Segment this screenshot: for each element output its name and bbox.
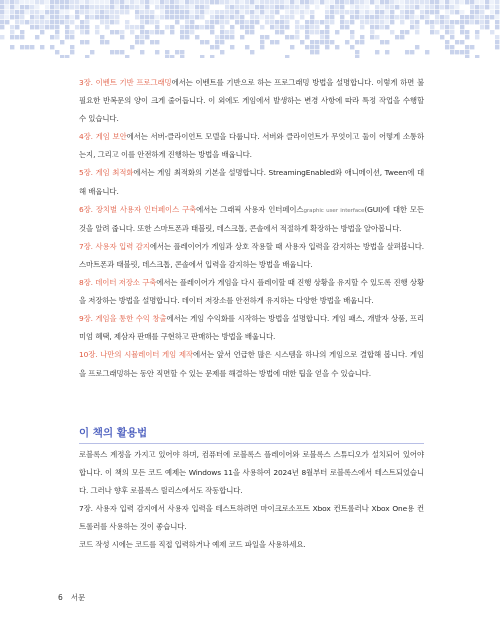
chapter-6-title: 6장. 장치별 사용자 인터페이스 구축 [79, 204, 197, 214]
chapter-6-english-term: graphic user interface [303, 207, 365, 214]
page-number: 6 [58, 593, 63, 602]
chapter-9-title: 9장. 게임을 통한 수익 창출 [79, 314, 167, 324]
section-paragraph-3: 코드 작성 시에는 코드를 직접 입력하거나 예제 코드 파일을 사용하세요. [79, 540, 306, 550]
section-paragraph-2: 7장. 사용자 입력 감지에서 사용자 입력을 테스트하려면 마이크로소프트 Xbox 컨트롤러나 Xbox One용 컨트롤러를 사용하는 것이 좋습니다. [79, 504, 424, 532]
chapter-7-text: 에서는 플레이어가 게임과 상호 작용할 때 사용자 입력을 감지하는 방법을 살펴봅니다. 스마트폰과 태블릿, 데스크톱, 콘솔에서 입력을 감지하는 방법을 배웁니다. [79, 241, 424, 269]
pixel-pattern-decoration [0, 0, 500, 58]
chapter-5-text: 에서는 게임 최적화의 기본을 설명합니다. StreamingEnabled와 애니메이션, Tween에 대해 배웁니다. [79, 168, 425, 196]
chapter-6-text-a: 에서는 그래픽 사용자 인터페이스 [196, 204, 304, 214]
chapter-7-title: 7장. 사용자 입력 감지 [79, 241, 150, 251]
page-footer [58, 592, 93, 603]
section-heading: 이 책의 활용법 [79, 427, 148, 439]
chapter-10-title: 10장. 나만의 시뮬레이터 게임 제작 [79, 350, 193, 360]
chapter-10-summary [79, 346, 424, 382]
chapter-10-text: 에서는 앞서 언급한 많은 시스템을 하나의 게임으로 결합해 봅니다. 게임을 프로그래밍하는 동안 직면할 수 있는 문제를 해결하는 방법에 대한 팁을 얻을 수 있습니다. [79, 350, 424, 378]
section-divider [79, 443, 424, 444]
footer-section-name: 서문 [70, 593, 86, 602]
chapter-8-text: 에서는 플레이어가 게임을 다시 플레이할 때 진행 상황을 유지할 수 있도록 진행 상황을 저장하는 방법을 설명합니다. 데이터 저장소를 안전하게 유지하는 다양한 방법을 배웁니다. [79, 278, 424, 306]
chapter-5-summary [79, 164, 424, 200]
chapter-9-text: 에서는 게임 수익화를 시작하는 방법을 설명합니다. 게임 패스, 개발자 상품, 프리미엄 혜택, 제삼자 판매를 구현하고 판매하는 방법을 배웁니다. [79, 314, 424, 342]
chapter-4-summary [79, 128, 424, 164]
chapter-summary-list [79, 74, 424, 383]
chapter-3-text: 에서는 이벤트를 기반으로 하는 프로그래밍 방법을 설명합니다. 이렇게 하면 불필요한 반복문의 양이 크게 줄어듭니다. 이 외에도 게임에서 발생하는 변경 사항에 따라 특정 작업을 수행할 수 있습니다. [79, 78, 424, 124]
section-paragraph-1: 로블록스 계정을 가지고 있어야 하며, 컴퓨터에 로블록스 플레이어와 로블록스 스튜디오가 설치되어 있어야 합니다. 이 책의 모든 코드 예제는 Windows 11을 사용하여 2024년 8월부터 로블록스에서 테스트되었습니다. 그러나 향후 로블록스 릴리스에서도 작동합니다. [79, 450, 424, 496]
chapter-5-title: 5장. 게임 최적화 [79, 168, 134, 178]
chapter-7-summary [79, 238, 424, 274]
chapter-4-text: 에서는 서버-클라이언트 모델을 다룹니다. 서버와 클라이언트가 무엇이고 둘이 어떻게 소통하는지, 그리고 이를 안전하게 진행하는 방법을 배웁니다. [79, 132, 424, 160]
chapter-8-title: 8장. 데이터 저장소 구축 [79, 278, 157, 288]
chapter-6-text-b: (GUI)에 대한 모든 것을 알려 줍니다. 또한 스마트폰과 태블릿, 데스크톱, 콘솔에서 적절하게 확장하는 방법을 알아봅니다. [79, 204, 424, 233]
chapter-3-summary [79, 74, 424, 128]
chapter-4-title: 4장. 게임 보안 [79, 132, 127, 142]
chapter-6-summary [79, 201, 424, 238]
section-body [79, 446, 424, 555]
chapter-9-summary [79, 310, 424, 346]
chapter-8-summary [79, 274, 424, 310]
chapter-3-title: 3장. 이벤트 기반 프로그래밍 [79, 78, 172, 87]
